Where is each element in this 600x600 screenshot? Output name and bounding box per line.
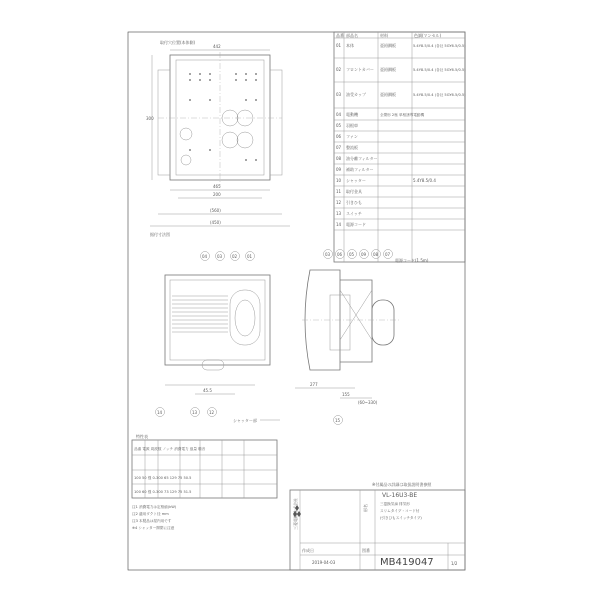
spec-row-2: 100 60 強 0-300 73 129 75 51.5 [134,490,192,494]
part-14-name: 電源コード [346,222,366,227]
part-02-no: 02 [336,67,342,72]
part-10-color: 5.4Y8.5/0.4 [413,178,436,183]
side-callout-08: 08 [373,252,379,257]
notes-block [132,504,177,530]
note-4: ※4 シャッター開閉に注意 [132,526,175,530]
lower-front-view [156,252,281,424]
part-14-no: 14 [336,222,342,227]
part-07-no: 07 [336,145,342,150]
side-callout-05: 05 [349,252,355,257]
part-06-no: 06 [336,134,342,139]
doc-number: MB419047 [380,557,434,568]
cord-label: 電源コード(1.5m) [395,258,429,263]
part-05-name: 羽根車 [346,123,358,128]
drawing-label-left: 据付寸法図 [150,232,170,237]
footnote: ※付属品の詳細は取扱説明書参照 [372,482,432,487]
description-3: (引きひもスイッチタイプ) [380,516,422,520]
description-2: スリムタイプ・コード付 [380,509,420,513]
front-note-left: 取付穴位置(本体側) [160,40,196,45]
parts-table [334,32,466,262]
part-03-name: 油受カップ [346,92,366,97]
part-02-name: フロントカバー [346,67,374,72]
part-13-no: 13 [336,211,342,216]
part-05-no: 05 [336,123,342,128]
label-number: 図番 [362,548,370,553]
side-view-drawing [295,250,429,425]
note-3: 注3 本製品は屋内用です [132,519,172,523]
th-name: 部品名 [346,33,358,38]
part-08-name: 油分離フィルター [346,156,378,161]
th-material: 材料 [380,33,388,38]
part-10-name: シャッター [346,178,366,183]
front-dim-left: 300 [146,116,154,121]
front-callout-03: 03 [217,254,223,259]
part-01-material: 亜鉛鋼板 [380,43,396,48]
front-dim-bottom-1: 465 [213,184,221,189]
label-date: 作成日 [302,548,314,553]
sheet-number: 1/2 [451,561,458,566]
part-11-name: 取付金具 [346,189,362,194]
side-callout-09: 09 [361,252,367,257]
part-03-color: 5.4Y8.5/0.4 (各社 5GY6.5/0.5) [413,93,466,97]
part-02-material: 亜鉛鋼板 [380,67,396,72]
side-dim-depth: 277 [310,382,318,387]
part-01-color: 5.4Y8.5/0.4 (各社 5GY6.5/0.5) [413,44,466,48]
front-callout-02: 02 [232,254,238,259]
note-2: 注2 適用ダクト径 mm [132,512,169,516]
doc-date: 2019-04-03 [312,560,336,565]
label-model: 形名 [363,504,368,512]
part-10-no: 10 [336,178,342,183]
lower-dim: 45.5 [203,388,212,393]
part-13-name: スイッチ [346,211,362,216]
part-12-no: 12 [336,200,342,205]
front-dim-bottom-3: (560) [210,208,221,213]
front-dim-top: 442 [213,44,221,49]
title-block [290,490,465,570]
part-08-no: 08 [336,156,342,161]
front-dim-bottom-4: (450) [210,220,221,225]
side-callout-03: 03 [325,252,331,257]
spec-table [132,433,277,498]
model-number: VL-16U3-BE [382,492,418,499]
part-03-no: 03 [336,92,342,97]
note-1: 注1 消費電力は定格値(kW) [132,505,177,509]
front-callout-12: 12 [209,410,215,415]
front-callout-01: 01 [247,254,253,259]
part-06-name: ファン [346,134,358,139]
part-04-name: 電動機 [346,112,358,117]
side-dim-2: 155 [342,392,350,397]
spec-title: 特性表 [136,434,148,439]
spec-header: 品番 電源 周波数 ノッチ 消費電力 風量 騒音 [134,447,206,451]
front-view-drawing [146,39,290,237]
part-09-name: 補助フィルター [346,167,374,172]
side-callout-06: 06 [337,252,343,257]
part-01-no: 01 [336,43,342,48]
side-callout-bottom: 15 [335,418,341,423]
description-1: 三菱換気扇 排気形 [380,502,410,506]
part-03-material: 亜鉛鋼板 [380,92,396,97]
spec-row-1: 100 50 強 0-300 65 129 75 50.5 [134,476,192,480]
part-02-color: 5.4Y8.5/0.4 (各社 5GY6.5/0.5) [413,68,466,72]
part-12-name: 引きひも [346,200,362,205]
part-04-material: 全閉形 2極 単相誘導電動機 [380,113,425,117]
part-09-no: 09 [336,167,342,172]
th-no: 品番 [336,33,344,38]
side-callout-07: 07 [385,252,391,257]
front-callout-04: 04 [202,254,208,259]
part-04-no: 04 [336,112,342,117]
front-callout-13: 13 [192,410,198,415]
shutter-label: シャッター部 [233,418,257,423]
th-color: 色調(マンセル) [414,33,442,38]
front-dim-bottom-2: 200 [213,192,221,197]
part-07-name: 整流板 [346,145,358,150]
part-11-no: 11 [336,189,342,194]
front-callout-14: 14 [157,410,163,415]
side-dim-3: (60~330) [358,400,378,405]
part-01-name: 本体 [346,43,354,48]
